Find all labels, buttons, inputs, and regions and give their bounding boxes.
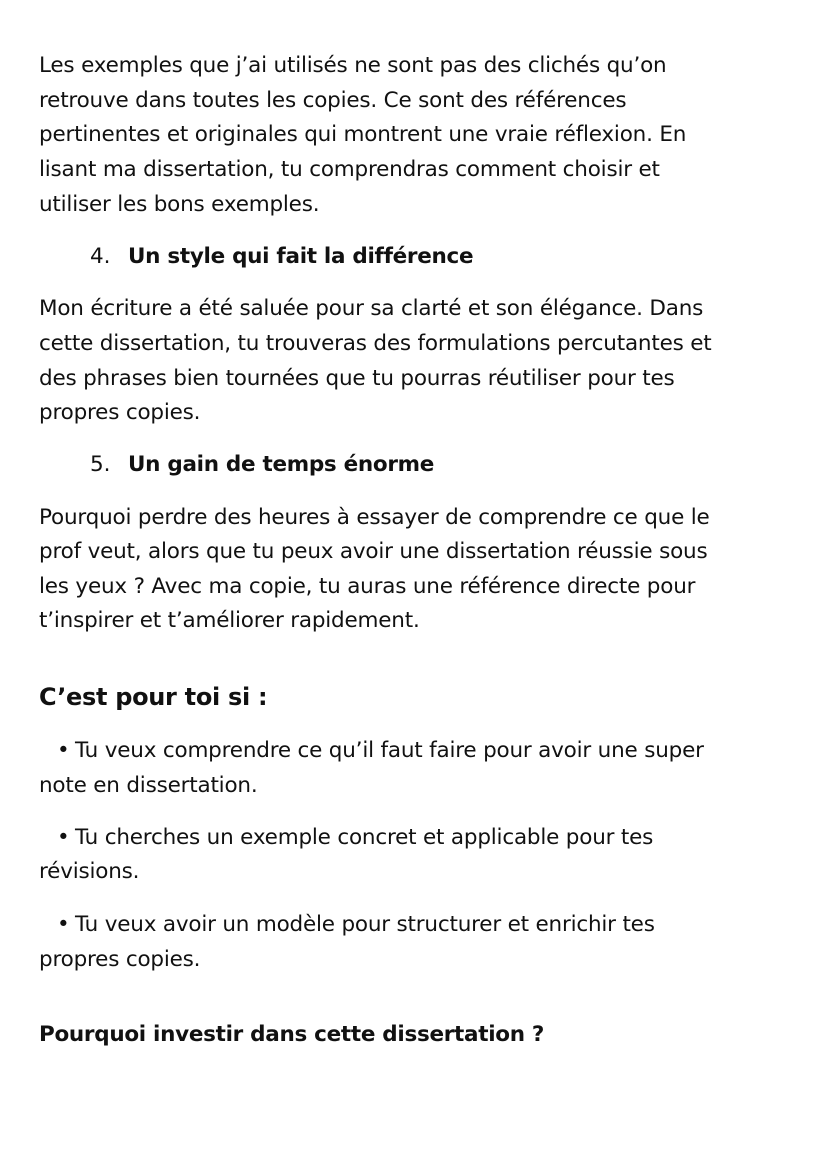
text-line: pertinentes et originales qui montrent une vraie réflexion. En [39,122,687,147]
text-line: Les exemples que j’ai utilisés ne sont pas des clichés qu’on [39,53,667,78]
bullet-text: révisions. [39,859,140,884]
text-line: lisant ma dissertation, tu comprendras comment choisir et [39,157,660,182]
text-line: retrouve dans toutes les copies. Ce sont des références [39,88,627,113]
bullet-text: Tu veux comprendre ce qu’il faut faire pour avoir une super [75,738,704,763]
text-line: les yeux ? Avec ma copie, tu auras une référence directe pour [39,574,696,599]
text-line: Pourquoi perdre des heures à essayer de comprendre ce que le [39,505,710,530]
bullet-text: note en dissertation. [39,773,258,798]
list-item-title: Un style qui fait la différence [128,244,474,269]
bullet-text: Tu cherches un exemple concret et applicable pour tes [75,825,654,850]
text-line: cette dissertation, tu trouveras des formulations percutantes et [39,331,712,356]
section-heading: C’est pour toi si : [39,683,268,711]
bullet-text: Tu veux avoir un modèle pour structurer et enrichir tes [75,912,655,937]
text-line: des phrases bien tournées que tu pourras réutiliser pour tes [39,366,675,391]
text-line: Mon écriture a été saluée pour sa clarté et son élégance. Dans [39,296,704,321]
section-heading: Pourquoi investir dans cette dissertation ? [39,1022,545,1047]
bullet-icon: • [57,825,70,850]
text-line: prof veut, alors que tu peux avoir une dissertation réussie sous [39,539,708,564]
text-line: propres copies. [39,400,201,425]
text-line: t’inspirer et t’améliorer rapidement. [39,608,420,633]
list-number: 5. [90,452,111,477]
text-line: utiliser les bons exemples. [39,192,320,217]
bullet-icon: • [57,912,70,937]
list-item-title: Un gain de temps énorme [128,452,435,477]
bullet-icon: • [57,738,70,763]
list-number: 4. [90,244,111,269]
bullet-text: propres copies. [39,947,201,972]
